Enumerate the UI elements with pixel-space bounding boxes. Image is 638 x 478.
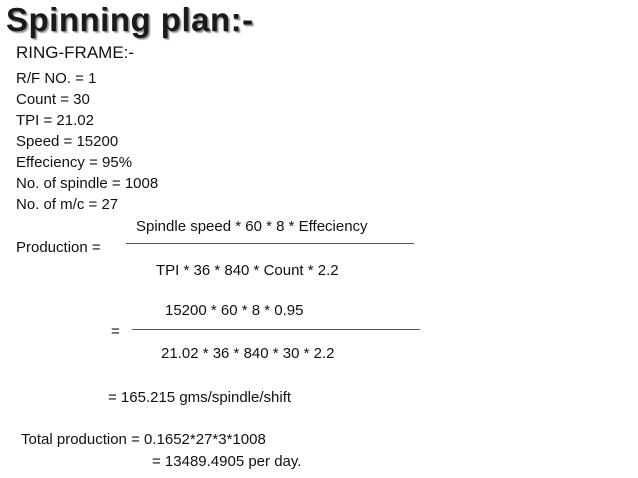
formula-numerator: Spindle speed * 60 * 8 * Effeciency (136, 218, 368, 235)
formula-label: Production = (16, 239, 101, 256)
page-title: Spinning plan:- (6, 1, 254, 38)
substitution-fraction-bar (132, 329, 420, 330)
param-tpi: TPI = 21.02 (16, 112, 94, 129)
total-production-result: = 13489.4905 per day. (152, 453, 302, 470)
param-speed: Speed = 15200 (16, 133, 119, 150)
param-machines: No. of m/c = 27 (16, 196, 119, 213)
result-line: = 165.215 gms/spindle/shift (108, 389, 292, 406)
param-count: Count = 30 (16, 91, 90, 108)
substitution-equals: = (111, 323, 120, 340)
formula-denominator: TPI * 36 * 840 * Count * 2.2 (156, 262, 339, 279)
section-heading: RING-FRAME:- (16, 43, 135, 62)
substitution-denominator: 21.02 * 36 * 840 * 30 * 2.2 (161, 345, 335, 362)
param-rf-no: R/F NO. = 1 (16, 70, 97, 87)
total-production-line: Total production = 0.1652*27*3*1008 (21, 431, 266, 448)
formula-fraction-bar (126, 243, 414, 244)
substitution-numerator: 15200 * 60 * 8 * 0.95 (165, 302, 304, 319)
param-efficiency: Effeciency = 95% (16, 154, 133, 171)
param-spindles: No. of spindle = 1008 (16, 175, 159, 192)
